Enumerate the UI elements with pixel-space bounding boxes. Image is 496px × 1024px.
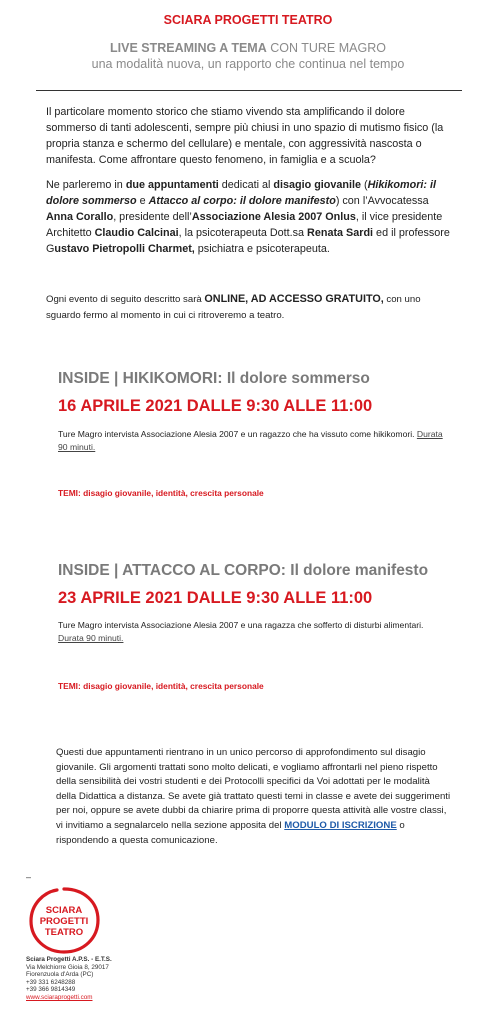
text: Ne parleremo in: [46, 179, 126, 191]
event-title-rest: : Il dolore manifesto: [280, 562, 429, 579]
text: ed il professore G: [46, 227, 450, 255]
org-name: Sciara Progetti A.P.S. - E.T.S.: [26, 956, 112, 963]
text: dedicati al: [218, 179, 274, 191]
appointments-paragraph: [46, 177, 451, 257]
address-line: Via Melchiorre Gioia 8, 29017: [26, 963, 109, 971]
event-title: [58, 370, 370, 388]
text: con uno sguardo fermo al momento in cui ci ritroveremo a teatro.: [46, 294, 421, 321]
subtitle-bold: LIVE STREAMING A TEMA: [110, 41, 267, 55]
text: (: [361, 179, 368, 191]
phone-line: +39 366 9814349: [26, 986, 76, 994]
text: e: [136, 195, 149, 207]
text: , presidente dell’: [113, 211, 192, 223]
event-tags: TEMI: disagio giovanile, identità, crescita personale: [58, 681, 264, 691]
logo-line: TEATRO: [44, 927, 84, 938]
text: , la psicoterapeuta Dott.sa: [178, 227, 308, 239]
registration-form-link[interactable]: MODULO DI ISCRIZIONE: [284, 819, 397, 831]
text-bold-italic: Attacco al corpo: il dolore manifesto: [148, 195, 336, 207]
event-description: [58, 428, 448, 454]
phone-line: +39 331 6248288: [26, 978, 76, 986]
event-title: [58, 562, 428, 580]
text-bold: ONLINE, AD ACCESSO GRATUITO,: [204, 293, 384, 305]
event-description-text: Ture Magro intervista Associazione Alesia 2007 e una ragazza che sofferto di disturbi alimentari.: [58, 620, 424, 630]
website-link[interactable]: www.sciaraprogetti.com: [26, 993, 93, 1001]
event-title-prefix: INSIDE |: [58, 562, 123, 579]
tagline: una modalità nuova, un rapporto che continua nel tempo: [91, 57, 405, 71]
text-bold-italic: Hikikomori: il dolore sommerso: [46, 179, 437, 207]
event-title-prefix: INSIDE |: [58, 370, 123, 387]
text-bold: ustavo Pietropolli Charmet,: [54, 243, 195, 255]
closing-text-after: o rispondendo a questa comunicazione.: [56, 819, 405, 846]
text: ) con l’Avvocatessa: [335, 195, 429, 207]
event-title-main: ATTACCO AL CORPO: [122, 562, 281, 579]
event-tags: TEMI: disagio giovanile, identità, crescita personale: [58, 488, 264, 498]
header-divider: [36, 90, 462, 91]
event-description-text: Ture Magro intervista Associazione Alesia 2007 e un ragazzo che ha vissuto come hikikomori.: [58, 429, 417, 439]
text-bold: Renata Sardi: [307, 227, 374, 239]
signature-block: [26, 956, 112, 1002]
event-title-rest: : Il dolore sommerso: [217, 370, 370, 387]
event-title-main: HIKIKOMORI: [122, 370, 218, 387]
logo-line: SCIARA: [45, 905, 83, 916]
address-line: Fiorenzuola d'Arda (PC): [26, 971, 94, 979]
text: Ogni evento di seguito descritto sarà: [46, 294, 205, 305]
subtitle: [0, 41, 496, 55]
closing-paragraph: [56, 746, 451, 848]
text: psichiatra e psicoterapeuta.: [194, 243, 330, 255]
text-bold: Associazione Alesia 2007 Onlus: [191, 211, 356, 223]
event-duration-link[interactable]: Durata 90 minuti.: [58, 633, 124, 643]
event-date: 16 APRILE 2021 DALLE 9:30 ALLE 11:00: [58, 397, 373, 415]
event-date: 23 APRILE 2021 DALLE 9:30 ALLE 11:00: [58, 589, 373, 607]
sciara-logo: [26, 886, 102, 956]
text: , il vice presidente Architetto: [46, 211, 443, 239]
intro-paragraph: Il particolare momento storico che stiamo vivendo sta amplificando il dolore sommerso di tanti adolescenti, sempre più chiusi in uno spazio di mutismo fisico (la propria stanza e schermo del cellulare) e mentale, con aggressività nascosta o manifesta. Come affrontare questo fenomeno, in famiglia e a scuola?: [46, 106, 444, 166]
signature-dash: –: [26, 872, 32, 882]
event-duration-link[interactable]: Durata 90 minuti.: [58, 429, 443, 452]
logo-line: PROGETTI: [39, 916, 89, 927]
text-bold: Claudio Calcinai: [94, 227, 179, 239]
online-paragraph: [46, 291, 451, 324]
text-bold: due appuntamenti: [125, 179, 219, 191]
text-bold: disagio giovanile: [273, 179, 362, 191]
text-bold: Anna Corallo: [46, 211, 114, 223]
event-description: [58, 619, 448, 645]
closing-text: Questi due appuntamenti rientrano in un unico percorso di approfondimento sul disagio giovanile. Gli argomenti trattati sono molto delicati, e vogliamo affrontarli nel pieno rispetto della sensibilità dei vostri studenti e dei Protocolli specifici da Voi adottati per le modalità della Didattica a distanza. Se avete già trattato questi temi in classe e avete dei suggerimenti per noi, oppure se avete dubbi da chiarire prima di proporre questa attività alle vostre classi, vi invitiamo a segnalarcelo nella sezione apposita del: [56, 747, 451, 831]
page-title: SCIARA PROGETTI TEATRO: [163, 13, 333, 27]
subtitle-rest: CON TURE MAGRO: [266, 41, 386, 55]
